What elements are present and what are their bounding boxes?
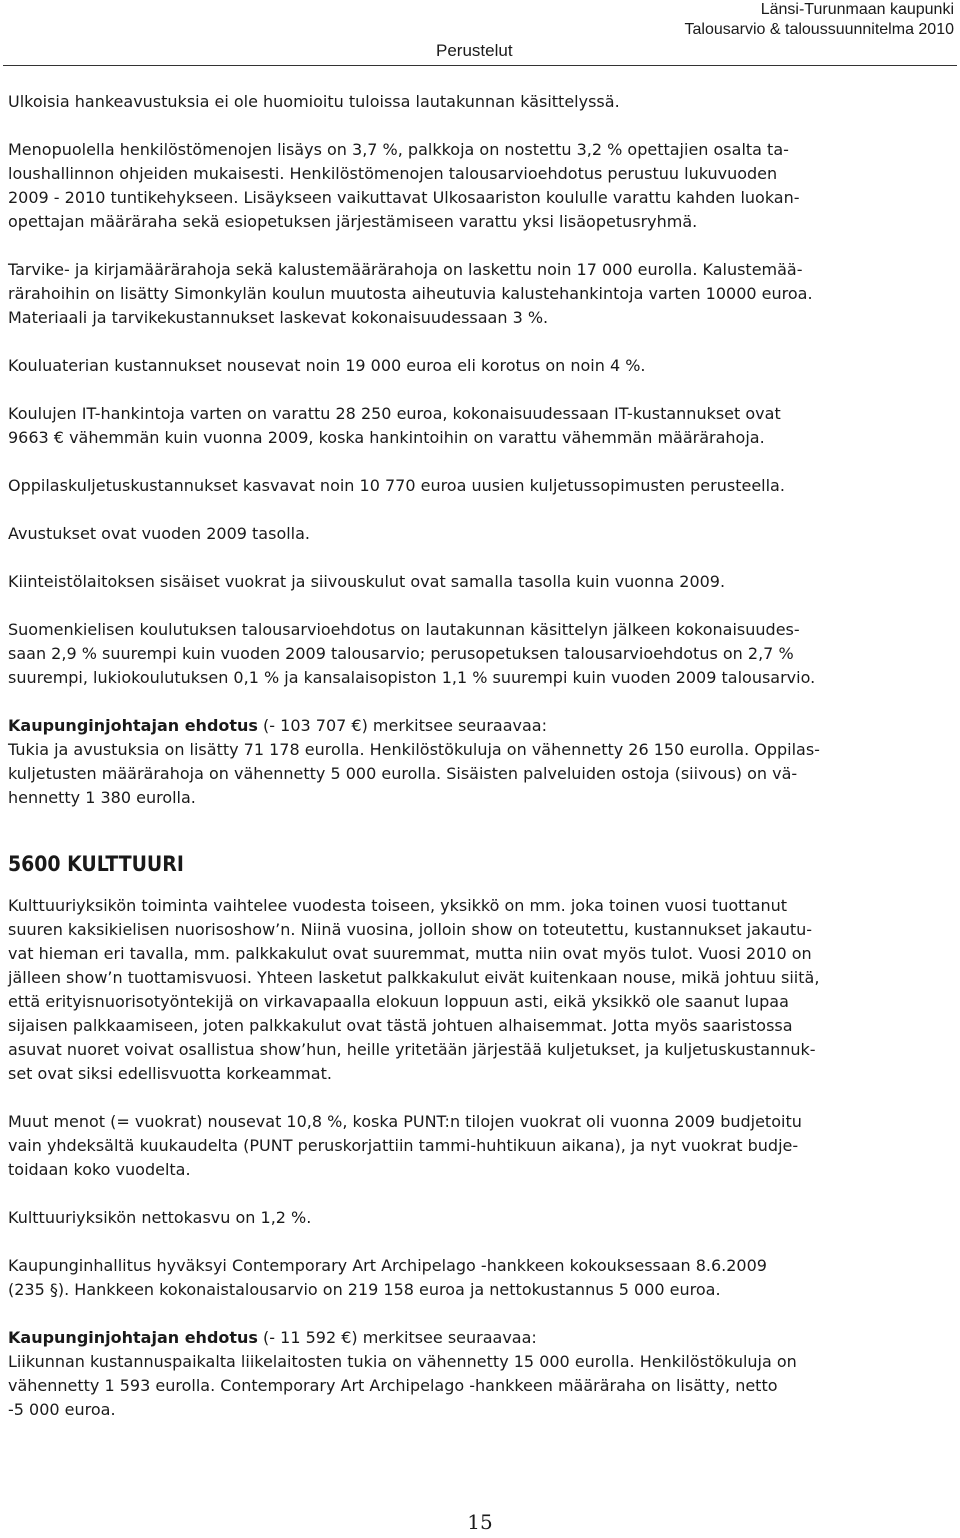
text-line: vat hieman eri tavalla, mm. palkkakulut ovat suuremmat, mutta niin ovat myös tulot. Vuosi 2010 on xyxy=(8,944,812,963)
proposal-heading-line xyxy=(8,1326,952,1350)
text-line: 2009 - 2010 tuntikehykseen. Lisäykseen vaikuttavat Ulkosaariston koululle varattu kahden luokan- xyxy=(8,188,800,207)
text-line: Suomenkielisen koulutuksen talousarvioehdotus on lautakunnan käsittelyn jälkeen kokonaisuudes- xyxy=(8,620,800,639)
paragraph-budget-summary xyxy=(8,618,952,690)
text-line: suuren kaksikielisen nuorisoshow’n. Niinä vuosina, jolloin show on toteutettu, kustannukset jakautu- xyxy=(8,920,813,939)
text-line: vähennetty 1 593 eurolla. Contemporary Art Archipelago -hankkeen määräraha on lisätty, netto xyxy=(8,1376,778,1395)
text-line: suurempi, lukiokoulutuksen 0,1 % ja kansalaisopiston 1,1 % suurempi kuin vuoden 2009 talousarvio. xyxy=(8,668,816,687)
text-line: Koulujen IT-hankintoja varten on varattu 28 250 euroa, kokonaisuudessaan IT-kustannukset ovat xyxy=(8,404,781,423)
document-body xyxy=(8,90,952,1422)
text-line: Tukia ja avustuksia on lisätty 71 178 eurolla. Henkilöstökuluja on vähennetty 26 150 eurolla. Oppilas- xyxy=(8,740,820,759)
paragraph-internal-rents xyxy=(8,570,952,594)
paragraph-supplies xyxy=(8,258,952,330)
text-line: -5 000 euroa. xyxy=(8,1400,116,1419)
proposal-lead: (- 103 707 €) merkitsee seuraavaa: xyxy=(257,716,547,735)
proposal-label: Kaupunginjohtajan ehdotus xyxy=(8,1328,258,1347)
text-line: kuljetusten määrärahoja on vähennetty 5 000 eurolla. Sisäisten palveluiden ostoja (siivous) on vä- xyxy=(8,764,798,783)
proposal-label: Kaupunginjohtajan ehdotus xyxy=(8,716,258,735)
text-line: että erityisnuorisotyöntekijä on virkavapaalla elokuun loppuun asti, eikä yksikkö ole saanut lupaa xyxy=(8,992,789,1011)
header-divider xyxy=(3,65,957,66)
header-section-title: Perustelut xyxy=(436,41,513,60)
text-line: opettajan määräraha sekä esiopetuksen järjestämiseen varattu yksi lisäopetusryhmä. xyxy=(8,212,698,231)
paragraph-it-purchases xyxy=(8,402,952,450)
text-line: Menopuolella henkilöstömenojen lisäys on 3,7 %, palkkoja on nostettu 3,2 % opettajien osalta ta- xyxy=(8,140,789,159)
header-org-name: Länsi-Turunmaan kaupunki xyxy=(760,1,954,18)
text-line: Kouluaterian kustannukset nousevat noin 19 000 euroa eli korotus on noin 4 %. xyxy=(8,356,646,375)
text-line: sijaisen palkkaamiseen, joten palkkakulut ovat tästä johtuen alhaisemmat. Jotta myös saaristossa xyxy=(8,1016,793,1035)
paragraph-transport xyxy=(8,474,952,498)
text-line: Liikunnan kustannuspaikalta liikelaitosten tukia on vähennetty 15 000 eurolla. Henkilöstökuluja on xyxy=(8,1352,797,1371)
text-line: Ulkoisia hankeavustuksia ei ole huomioitu tuloissa lautakunnan käsittelyssä. xyxy=(8,92,620,111)
text-line: Kaupunginhallitus hyväksyi Contemporary Art Archipelago -hankkeen kokouksessaan 8.6.2009 xyxy=(8,1256,767,1275)
paragraph-art-archipelago xyxy=(8,1254,952,1302)
paragraph-external-grants xyxy=(8,90,952,114)
paragraph-net-growth xyxy=(8,1206,952,1230)
text-line: saan 2,9 % suurempi kuin vuoden 2009 talousarvio; perusopetuksen talousarvioehdotus on 2,7 % xyxy=(8,644,794,663)
text-line: asuvat nuoret voivat osallistua show’hun, heille yritetään järjestää kuljetukset, ja kuljetuskustannuk- xyxy=(8,1040,816,1059)
text-line: Kulttuuriyksikön toiminta vaihtelee vuodesta toiseen, yksikkö on mm. joka toinen vuosi tuottanut xyxy=(8,896,788,915)
text-line: Tarvike- ja kirjamäärärahoja sekä kalustemäärärahoja on laskettu noin 17 000 eurolla. Kalustemää- xyxy=(8,260,803,279)
section-heading-culture: 5600 KULTTUURI xyxy=(8,852,184,876)
text-line: rärahoihin on lisätty Simonkylän koulun muutosta aiheutuvia kalustehankintoja varten 10000 euroa. xyxy=(8,284,813,303)
text-line: 9663 € vähemmän kuin vuonna 2009, koska hankintoihin on varattu vähemmän määrärahoja. xyxy=(8,428,765,447)
proposal-lead: (- 11 592 €) merkitsee seuraavaa: xyxy=(257,1328,537,1347)
text-line: hennetty 1 380 eurolla. xyxy=(8,788,196,807)
mayor-proposal-education xyxy=(8,714,952,810)
proposal-heading-line xyxy=(8,714,952,738)
text-line: vain yhdeksältä kuukaudelta (PUNT peruskorjattiin tammi-huhtikuun aikana), ja nyt vuokrat budje- xyxy=(8,1136,799,1155)
text-line: Avustukset ovat vuoden 2009 tasolla. xyxy=(8,524,311,543)
text-line: Oppilaskuljetuskustannukset kasvavat noin 10 770 euroa uusien kuljetussopimusten perusteella. xyxy=(8,476,785,495)
text-line: Kulttuuriyksikön nettokasvu on 1,2 %. xyxy=(8,1208,312,1227)
mayor-proposal-culture xyxy=(8,1326,952,1422)
paragraph-grants xyxy=(8,522,952,546)
page-number: 15 xyxy=(467,1510,493,1534)
text-line: set ovat siksi edellisvuotta korkeammat. xyxy=(8,1064,332,1083)
paragraph-personnel-costs xyxy=(8,138,952,234)
text-line: Materiaali ja tarvikekustannukset laskevat kokonaisuudessaan 3 %. xyxy=(8,308,549,327)
text-line: Muut menot (= vuokrat) nousevat 10,8 %, koska PUNT:n tilojen vuokrat oli vuonna 2009 budjetoitu xyxy=(8,1112,802,1131)
paragraph-school-meals xyxy=(8,354,952,378)
paragraph-other-expenses xyxy=(8,1110,952,1182)
header-document-title: Talousarvio & taloussuunnitelma 2010 xyxy=(684,21,954,38)
text-line: jälleen show’n tuottamisvuosi. Yhteen lasketut palkkakulut eivät kuitenkaan nouse, mikä johtuu siitä, xyxy=(8,968,820,987)
text-line: (235 §). Hankkeen kokonaistalousarvio on 219 158 euroa ja nettokustannus 5 000 euroa. xyxy=(8,1280,721,1299)
text-line: toidaan koko vuodelta. xyxy=(8,1160,191,1179)
paragraph-culture-unit xyxy=(8,894,952,1086)
header-org-block xyxy=(685,0,955,40)
text-line: loushallinnon ohjeiden mukaisesti. Henkilöstömenojen talousarvioehdotus perustuu lukuvuoden xyxy=(8,164,778,183)
text-line: Kiinteistölaitoksen sisäiset vuokrat ja siivouskulut ovat samalla tasolla kuin vuonna 2009. xyxy=(8,572,726,591)
